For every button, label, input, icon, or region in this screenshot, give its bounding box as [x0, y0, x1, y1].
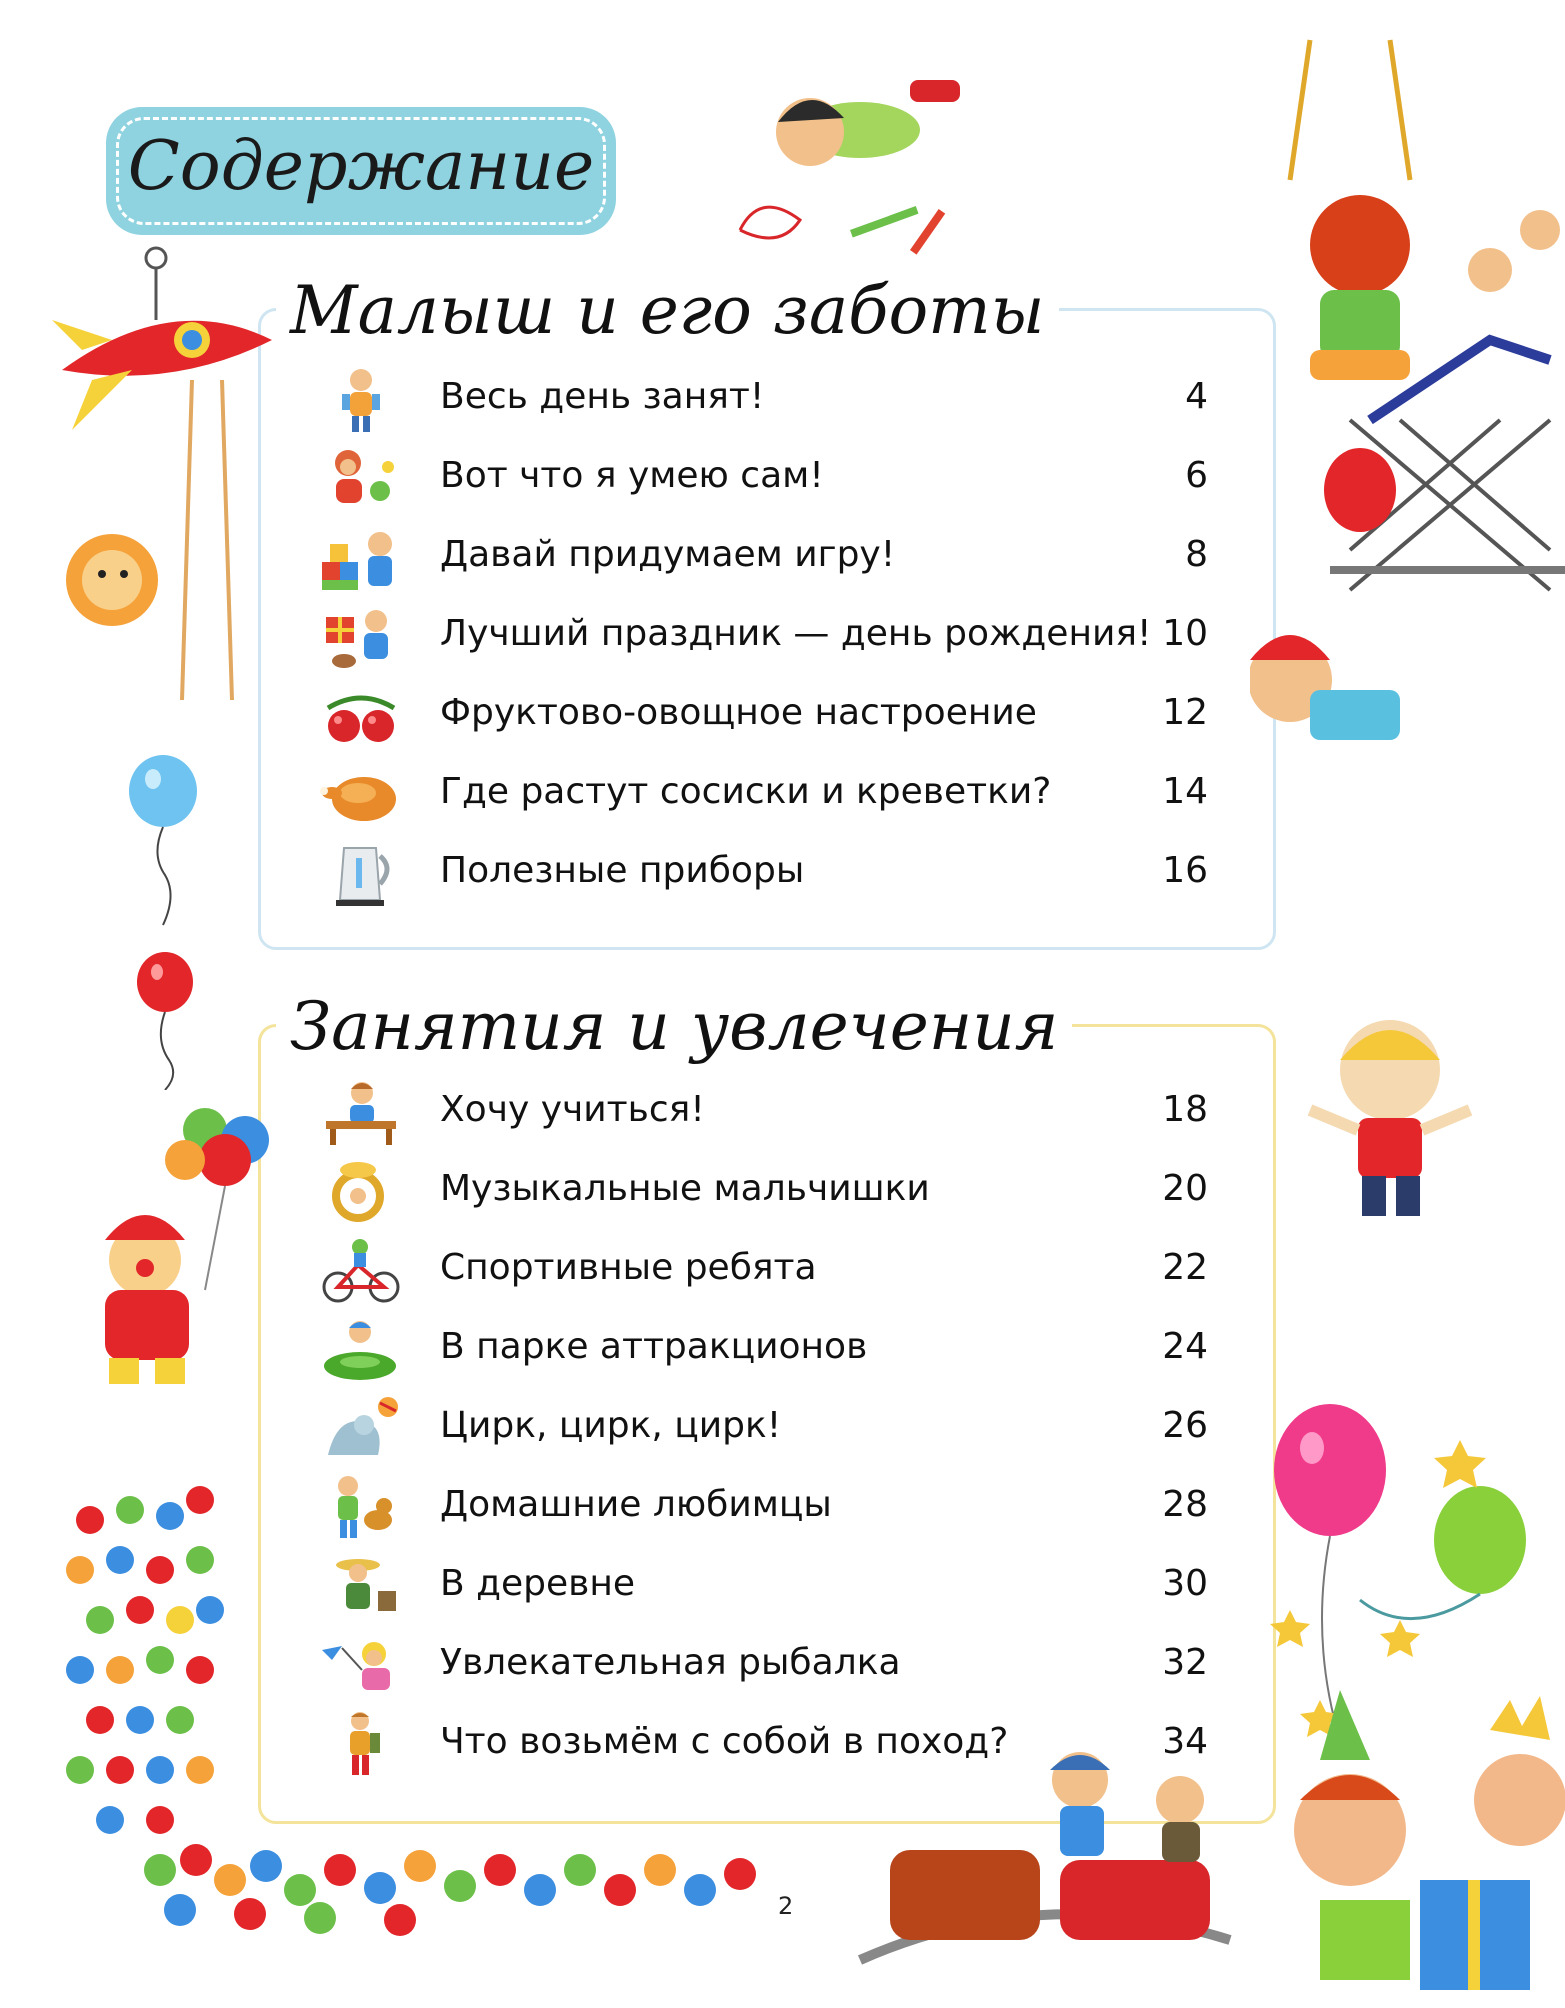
toc-entry[interactable]: [318, 1152, 1208, 1232]
toc-label: Полезные приборы: [440, 850, 805, 891]
toc-entry[interactable]: [318, 1310, 1208, 1390]
toc-label: Увлекательная рыбалка: [440, 1642, 901, 1683]
page-number: 2: [778, 1892, 794, 1920]
clown-with-balloons-illustration: [55, 1090, 295, 1390]
toc-label: В деревне: [440, 1563, 636, 1604]
contents-title-badge: [106, 107, 616, 235]
toc-label: Спортивные ребята: [440, 1247, 817, 1288]
child-with-dog-icon: [318, 1472, 404, 1544]
hiker-icon: [318, 1709, 404, 1781]
roller-coaster-kids-illustration: [850, 1730, 1240, 1990]
toc-page-number: 22: [1162, 1247, 1208, 1288]
party-kids-and-balloons-illustration: [1260, 1400, 1565, 2008]
toc-page-number: 8: [1185, 534, 1208, 575]
toc-entry[interactable]: [318, 360, 1208, 440]
toc-page-number: 10: [1162, 613, 1208, 654]
toc-label: Цирк, цирк, цирк!: [440, 1405, 782, 1446]
toc-page-number: 18: [1162, 1089, 1208, 1130]
apples-icon: [318, 680, 404, 752]
child-playing-icon: [318, 443, 404, 515]
toc-label: Лучший праздник — день рождения!: [440, 613, 1152, 654]
tuba-icon: [318, 1156, 404, 1228]
toc-entry[interactable]: [318, 439, 1208, 519]
toc-label: Что возьмём с собой в поход?: [440, 1721, 1009, 1762]
colored-balls-pile: [60, 1480, 230, 1840]
toc-label: Весь день занят!: [440, 376, 765, 417]
toc-entry[interactable]: [318, 1468, 1208, 1548]
colored-balls-row: [140, 1830, 790, 1940]
farmer-icon: [318, 1551, 404, 1623]
gymnast-and-carousel-illustration: [1250, 30, 1565, 760]
toc-label: В парке аттракционов: [440, 1326, 868, 1367]
toc-page-number: 24: [1162, 1326, 1208, 1367]
toc-page-number: 4: [1185, 376, 1208, 417]
toc-entry[interactable]: [318, 1231, 1208, 1311]
toc-entry[interactable]: [318, 518, 1208, 598]
section-title-2: Занятия и увлечения: [276, 982, 1072, 1072]
toc-page-number: 28: [1162, 1484, 1208, 1525]
toc-page-number: 26: [1162, 1405, 1208, 1446]
electric-kettle-icon: [318, 838, 404, 910]
fishing-icon: [318, 1630, 404, 1702]
toc-page-number: 6: [1185, 455, 1208, 496]
toc-page-number: 12: [1162, 692, 1208, 733]
toc-entry[interactable]: [318, 1547, 1208, 1627]
toc-page-number: 16: [1162, 850, 1208, 891]
toc-label: Домашние любимцы: [440, 1484, 832, 1525]
toc-label: Музыкальные мальчишки: [440, 1168, 930, 1209]
jumping-boy-illustration: [1300, 1010, 1480, 1230]
toc-label: Вот что я умею сам!: [440, 455, 824, 496]
blue-balloon-icon: [125, 755, 205, 930]
toc-label: Давай придумаем игру!: [440, 534, 896, 575]
toc-entry[interactable]: [318, 676, 1208, 756]
child-exercising-icon: [318, 364, 404, 436]
toc-entry[interactable]: [318, 1073, 1208, 1153]
red-balloon-icon: [135, 950, 205, 1090]
toc-entry[interactable]: [318, 1626, 1208, 1706]
toc-label: Где растут сосиски и креветки?: [440, 771, 1052, 812]
toc-page-number: 30: [1162, 1563, 1208, 1604]
toc-entry[interactable]: [318, 834, 1208, 914]
toc-entry[interactable]: [318, 597, 1208, 677]
toc-entry[interactable]: [318, 755, 1208, 835]
toc-label: Фруктово-овощное настроение: [440, 692, 1037, 733]
bicycle-icon: [318, 1235, 404, 1307]
toc-page-number: 14: [1162, 771, 1208, 812]
seal-with-ball-icon: [318, 1393, 404, 1465]
toc-entry[interactable]: [318, 1389, 1208, 1469]
toc-label: Хочу учиться!: [440, 1089, 705, 1130]
page-title: Содержание: [127, 127, 595, 206]
toc-page-number: 32: [1162, 1642, 1208, 1683]
roast-chicken-icon: [318, 759, 404, 831]
child-at-desk-icon: [318, 1077, 404, 1149]
rocket-and-lion-illustration: [52, 240, 292, 710]
drawing-boy-illustration: [720, 60, 980, 280]
bumper-car-icon: [318, 1314, 404, 1386]
section-title-1: Малыш и его заботы: [276, 266, 1059, 356]
toc-page-number: 20: [1162, 1168, 1208, 1209]
gift-box-icon: [318, 601, 404, 673]
toc-page-number: 34: [1162, 1721, 1208, 1762]
toy-blocks-icon: [318, 522, 404, 594]
